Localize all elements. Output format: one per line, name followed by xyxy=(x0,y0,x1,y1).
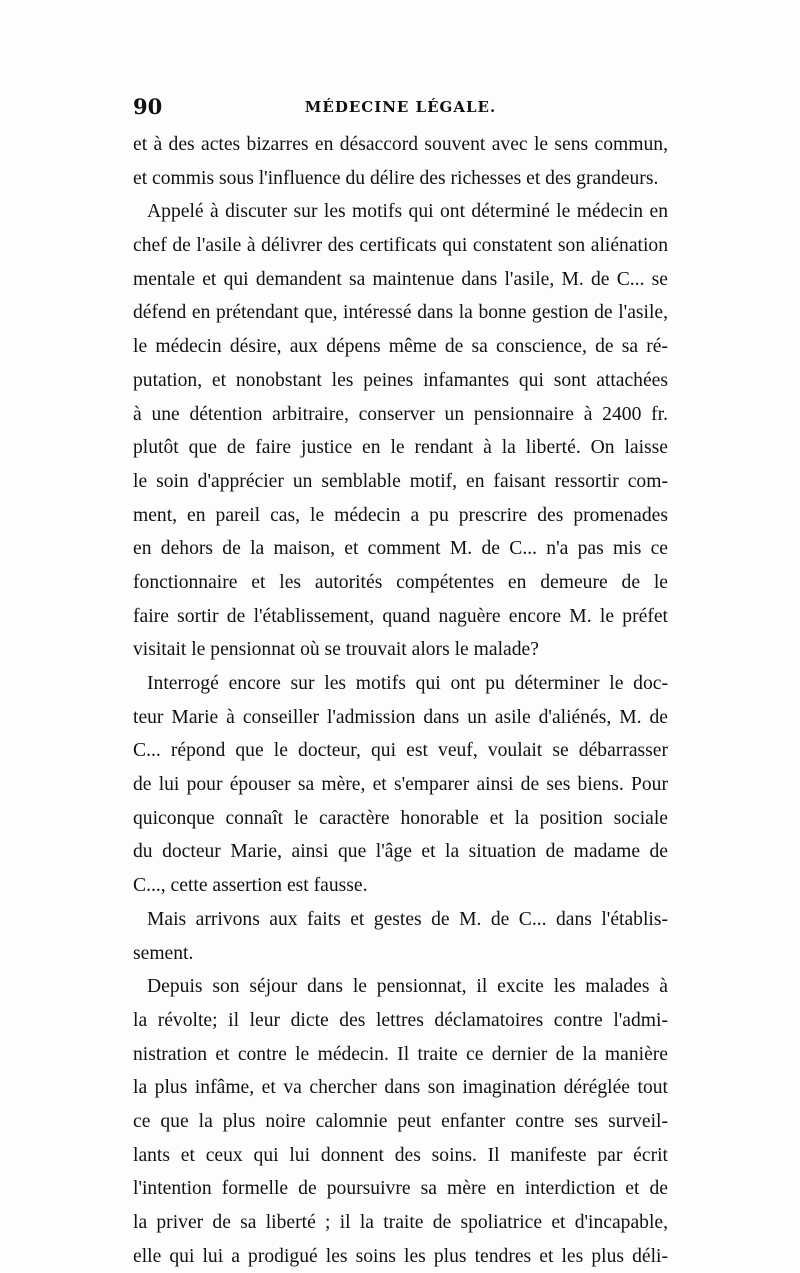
text-line: nistration et contre le médecin. Il traite ce dernier de la manière xyxy=(133,1043,668,1065)
text-line: la priver de sa liberté ; il la traite de spoliatrice et d'incapable, xyxy=(133,1212,668,1233)
text-line: fonctionnaire et les autorités compétentes en demeure de le xyxy=(133,571,668,593)
text-line: en dehors de la maison, et comment M. de C... n'a pas mis ce xyxy=(133,538,668,560)
text-line: le médecin désire, aux dépens même de sa conscience, de sa ré- xyxy=(133,336,668,358)
text-line: Appelé à discuter sur les motifs qui ont déterminé le médecin en xyxy=(147,201,668,223)
text-line: C..., cette assertion est fausse. xyxy=(133,875,368,897)
text-line: de lui pour épouser sa mère, et s'emparer ainsi de ses biens. Pour xyxy=(133,774,668,796)
text-line: C... répond que le docteur, qui est veuf, voulait se débarrasser xyxy=(133,740,668,762)
text-line: la révolte; il leur dicte des lettres déclamatoires contre l'admi- xyxy=(133,1009,668,1031)
text-line: plutôt que de faire justice en le rendant à la liberté. On laisse xyxy=(133,437,668,459)
text-line: faire sortir de l'établissement, quand naguère encore M. le préfet xyxy=(133,605,668,627)
text-line: Depuis son séjour dans le pensionnat, il excite les malades à xyxy=(147,976,668,998)
text-line: quiconque connaît le caractère honorable et la position sociale xyxy=(133,807,668,829)
text-line: du docteur Marie, ainsi que l'âge et la situation de madame de xyxy=(133,841,668,863)
text-line: et à des actes bizarres en désaccord souvent avec le sens commun, xyxy=(133,134,668,155)
text-line: à une détention arbitraire, conserver un pensionnaire à 2400 fr. xyxy=(133,403,668,425)
text-line: mentale et qui demandent sa maintenue dans l'asile, M. de C... se xyxy=(133,268,668,290)
text-line: visitait le pensionnat où se trouvait alors le malade? xyxy=(133,639,539,661)
text-line: le soin d'apprécier un semblable motif, en faisant ressortir com- xyxy=(133,470,668,492)
text-line: Interrogé encore sur les motifs qui ont pu déterminer le doc- xyxy=(147,673,668,694)
running-title: MÉDECINE LÉGALE. xyxy=(304,98,497,116)
text-line: la plus infâme, et va chercher dans son imagination déréglée tout xyxy=(133,1077,668,1099)
page-header xyxy=(133,94,668,120)
text-line: putation, et nonobstant les peines infamantes qui sont attachées xyxy=(133,369,668,391)
text-line: ment, en pareil cas, le médecin a pu prescrire des promenades xyxy=(133,504,668,526)
body-text xyxy=(133,128,668,1273)
text-line: teur Marie à conseiller l'admission dans un asile d'aliénés, M. de xyxy=(133,706,668,728)
text-line: l'intention formelle de poursuivre sa mère en interdiction et de xyxy=(133,1178,668,1200)
text-line: défend en prétendant que, intéressé dans la bonne gestion de l'asile, xyxy=(133,302,668,324)
text-line: sement. xyxy=(133,942,194,964)
text-line: chef de l'asile à délivrer des certificats qui constatent son aliénation xyxy=(133,235,668,257)
text-line: lants et ceux qui lui donnent des soins. Il manifeste par écrit xyxy=(133,1144,668,1166)
text-line: et commis sous l'influence du délire des richesses et des grandeurs. xyxy=(133,167,659,189)
text-line: elle qui lui a prodigué les soins les plus tendres et les plus déli- xyxy=(133,1245,668,1267)
text-line: Mais arrivons aux faits et gestes de M. de C... dans l'établis- xyxy=(147,908,668,930)
text-line: ce que la plus noire calomnie peut enfanter contre ses surveil- xyxy=(133,1110,668,1132)
page-number: 90 xyxy=(133,94,163,119)
